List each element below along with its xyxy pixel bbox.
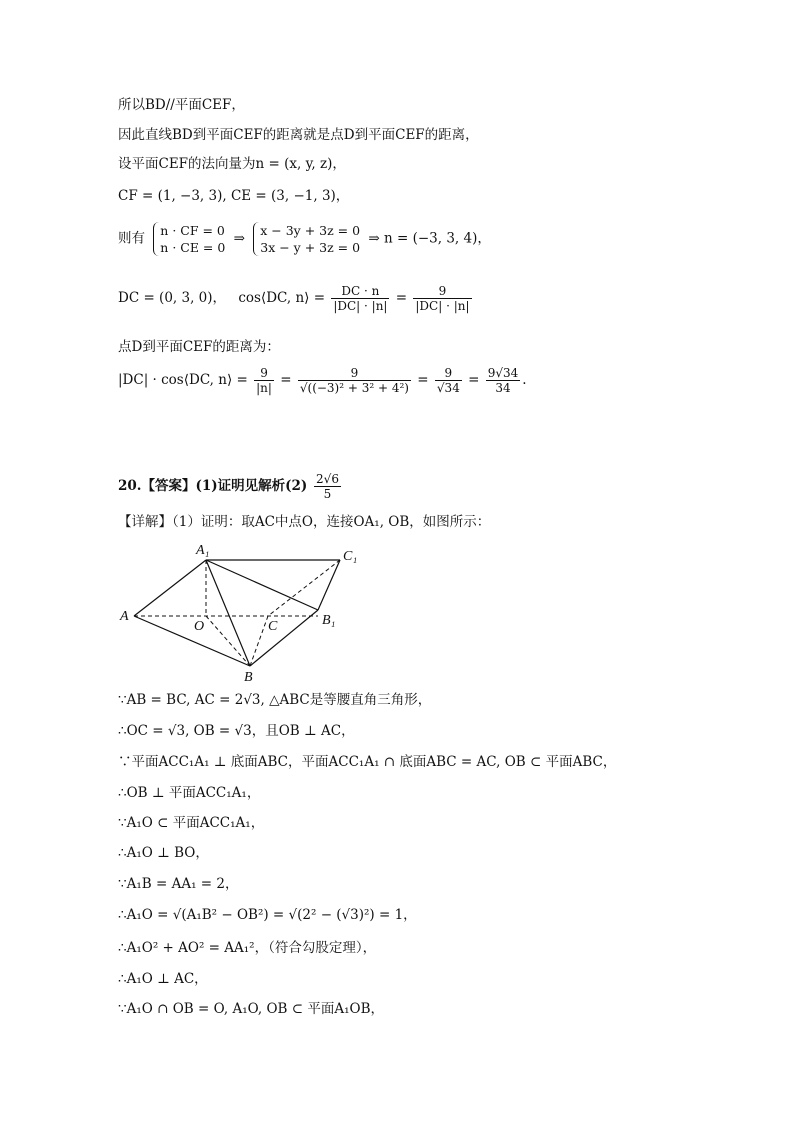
text-line-4: CF = (1, −3, 3), CE = (3, −1, 3)，	[118, 188, 350, 204]
distance-line: |DC| · cos⟨DC, n⟩ = $\frac{9}{|n|}$ = $\frac{9}{\text{√((−3)² + 3² + 4²)}}$ = $\frac{9}{√34}$ = $\frac{9√34}{34}$ .	[118, 366, 527, 395]
figure-hidden-edges	[134, 560, 340, 666]
text-line-12: ∴OC = √3, OB = √3，且OB ⊥ AC，	[118, 723, 355, 739]
label-a: A	[120, 609, 129, 624]
distance-fraction-4: $\frac{9√34}{34}$	[487, 366, 519, 395]
distance-fraction-1: $\frac{9}{|n|}$	[256, 366, 272, 395]
distance-fraction-2: $\frac{9}{\text{√((−3)² + 3² + 4²)}}$	[299, 366, 409, 395]
label-c: C	[268, 619, 278, 634]
label-a1: A₁	[196, 543, 210, 558]
distance-fraction-3: $\frac{9}{√34}$	[436, 366, 460, 395]
text-line-15: ∵A₁O ⊂ 平面ACC₁A₁，	[118, 815, 265, 831]
answer-heading: 20.【答案】(1)证明见解析(2) $\frac{2√6}{5}$	[118, 472, 339, 501]
figure-solid-edges	[134, 560, 340, 666]
implies-arrow: ⇒	[233, 230, 245, 247]
label-b1: B₁	[322, 613, 336, 628]
detail-line: 【详解】（1）证明：取AC中点O，连接OA₁, OB，如图所示：	[118, 514, 491, 530]
answer-fraction: $\frac{2√6}{5}$	[316, 472, 339, 501]
text-line-17: ∵A₁B = AA₁ = 2，	[118, 876, 239, 892]
text-line-14: ∴OB ⊥ 平面ACC₁A₁，	[118, 785, 261, 801]
text-line-13: ∵平面ACC₁A₁ ⊥ 底面ABC，平面ACC₁A₁ ∩ 底面ABC = AC, OB ⊂ 平面ABC，	[118, 754, 617, 770]
equation-system	[118, 222, 491, 256]
text-line-1: 所以BD//平面CEF，	[118, 97, 245, 113]
normal-vector-result: n = (−3, 3, 4)，	[383, 230, 491, 247]
then-label: 则有	[118, 230, 145, 247]
cos-expr: cos⟨DC, n⟩ =	[238, 290, 326, 306]
cos-fraction-1: $\frac{DC \cdot n}{|DC| \cdot |n|}$	[333, 284, 388, 313]
cos-fraction-2: $\frac{9}{|DC| \cdot |n|}$	[415, 284, 470, 313]
cos-line: DC = (0, 3, 0)， cos⟨DC, n⟩ = $\frac{DC \cdot n}{|DC| \cdot |n|}$ = $\frac{9}{|DC| \cdot |n|}$	[118, 284, 470, 313]
text-line-2: 因此直线BD到平面CEF的距离就是点D到平面CEF的距离，	[118, 127, 479, 143]
text-line-21: ∵A₁O ∩ OB = O, A₁O, OB ⊂ 平面A₁OB，	[118, 1001, 385, 1017]
text-line-20: ∴A₁O ⊥ AC，	[118, 971, 208, 987]
dc-vector: DC = (0, 3, 0)，	[118, 290, 227, 306]
implies-arrow-2: ⇒	[368, 230, 380, 247]
label-c1: C₁	[343, 549, 358, 564]
text-line-19: ∴A₁O² + AO² = AA₁²，（符合勾股定理），	[118, 940, 377, 956]
brace-left: n · CF = 0 n · CE = 0	[153, 222, 225, 256]
label-o: O	[194, 619, 205, 634]
text-line-3: 设平面CEF的法向量为n = (x, y, z)，	[118, 156, 346, 172]
label-b: B	[244, 670, 253, 683]
text-line-7: 点D到平面CEF的距离为：	[118, 339, 280, 355]
text-line-16: ∴A₁O ⊥ BO，	[118, 845, 209, 861]
text-line-18: ∴A₁O = √(A₁B² − OB²) = √(2² − (√3)²) = 1，	[118, 907, 417, 923]
brace-right: x − 3y + 3z = 0 3x − y + 3z = 0	[253, 222, 360, 256]
prism-figure	[118, 538, 378, 683]
text-line-11: ∵AB = BC, AC = 2√3, △ABC是等腰直角三角形，	[118, 692, 432, 708]
